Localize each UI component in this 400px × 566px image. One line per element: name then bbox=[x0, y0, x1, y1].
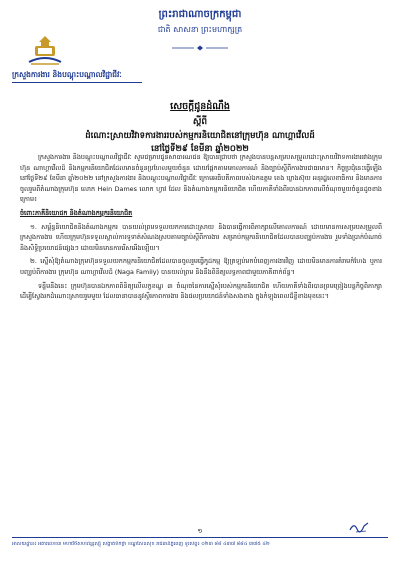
notice-body bbox=[20, 152, 382, 305]
ministry-name: ក្រសួងការងារ និងបណ្តុះបណ្តាលវិជ្ជាជីវៈ bbox=[12, 70, 122, 79]
initials-signature-icon bbox=[348, 520, 370, 534]
footer-divider bbox=[12, 537, 388, 538]
page-number: ១ bbox=[197, 527, 203, 535]
point-3-paragraph: ទន្ទឹមនឹងនេះ ក្រុមហ៊ុនបានឯកភាពពិនិត្យលើលក្ខខណ្ឌ ៣ ចំណុចនៃការស្នើសុំរបស់កម្មករនិយោជិត ហើយភាគីទាំងពីរបានព្រមព្រៀងបន្តកិច្ចពិភាក្សា ដើម្បីស្វែងរកដំណោះស្រាយរួមមួយ ដែលធានាបាននូវស្ថិរភាពការងារ និងផលប្រយោជន៍ទាំងសងខាង ក្នុងកំឡុងពេលដ៏ខ្លីខាងមុខនេះ។ bbox=[20, 281, 382, 301]
notice-title bbox=[20, 100, 380, 156]
notice-subheading: ស្តីពី bbox=[192, 117, 208, 127]
intro-paragraph: ក្រសួងការងារ និងបណ្តុះបណ្តាលវិជ្ជាជីវៈ សូមជម្រាបជូនសាធារណជន ឱ្យបានជ្រាបថា ក្រសួងបានបន្តសម្របសម្រួលដោះស្រាយវិវាទការងាររវាងក្រុមហ៊ុន ណាហ្គាវើលដ៍ និងកម្មករនិយោជិតដែលមានចំនួនប្រហែលមួយចំនួន ដោយផ្អែកតាមគោលការណ៍ និងច្បាប់ស្តីពីការងារជាធរមាន។ កិច្ចប្រជុំនេះធ្វើឡើងនៅថ្ងៃទី២៩ ខែមីនា ឆ្នាំ២០២២ នៅក្រសួងការងារ និងបណ្តុះបណ្តាលវិជ្ជាជីវៈ ក្រោមអធិបតីភាពរបស់ឯកឧត្តម ខេង ឃ្លាងស៊ុយ អនុរដ្ឋលេខាធិការ និងមានការចូលរួមពីតំណាងក្រុមហ៊ុន លោក Hein Dames លោក ហ្វាវ ដែល និងតំណាងកម្មករនិយោជិត ហើយភាគីទាំងពីរបានឯកភាពលើចំណុចមួយចំនួនដូចខាងក្រោម៖ bbox=[20, 153, 382, 204]
footer-address: អាសយដ្ឋាន៖ អគារលេខ៣ មហាវិថីសហព័ន្ធរុស្ស៊ី សង្កាត់ទឹកថ្លា ខណ្ឌសែនសុខ រាជធានីភ្នំពេញ ទូរស័ព្ទ៖ ០២៣ ៨៨ ៤៣៧ ៨៨៤ ៣៧៥ ៤២ bbox=[12, 541, 270, 547]
section-subheading: ចំពោះភាគីនិយោជក និងតំណាងកម្មករនិយោជិត bbox=[20, 208, 133, 217]
ministry-underline bbox=[12, 82, 142, 83]
point-2-paragraph: ២. ស្នើសុំឱ្យតំណាងក្រុមហ៊ុនទទួលយកកម្មករនិយោជិតដែលបានចូលរួមធ្វើកូដកម្ម ឱ្យត្រឡប់មកបំពេញការងារវិញ ដោយមិនមានការគំរាមកំហែង ឬការបញ្ឈប់ពីការងារ ក្រុមហ៊ុន ណាហ្គាវើលដ៍ (Naga Family) បានយល់ព្រម និងនឹងពិនិត្យលទ្ធភាពជាមួយភាគីពាក់ព័ន្ធ។ bbox=[20, 257, 382, 276]
notice-heading: សេចក្តីជូនដំណឹង bbox=[170, 101, 230, 112]
national-motto: ជាតិ សាសនា ព្រះមហាក្សត្រ bbox=[157, 25, 243, 34]
ministry-emblem-icon bbox=[25, 34, 65, 66]
ornament-divider-icon bbox=[170, 45, 230, 51]
notice-subject: ដំណោះស្រាយវិវាទការងាររបស់កម្មករនិយោជិតនៅក្រុមហ៊ុន ណាហ្គាវើលដ៍ bbox=[85, 131, 315, 141]
notice-date: នៅថ្ងៃទី២៩ ខែមីនា ឆ្នាំ២០២២ bbox=[151, 144, 249, 154]
kingdom-title: ព្រះរាជាណាចក្រកម្ពុជា bbox=[158, 9, 242, 20]
point-1-paragraph: ១. សម្ព័ន្ធនិយោជិតនិងតំណាងកម្មករ បានយល់ព្រមទទួលយកការដោះស្រាយ និងបានធ្វើការពិភាក្សាលើគោលការណ៍ ដោយមានការសម្របសម្រួលពីក្រសួងការងារ ហើយក្រុមហ៊ុនទទួលស្គាល់ការទូទាត់សំណងស្របតាមច្បាប់ស្តីពីការងារ សម្រាប់កម្មករនិយោជិតដែលបានបញ្ឈប់ការងារ រួមទាំងប្រាក់បំណាច់ និងសិទ្ធិប្រយោជន៍ផ្សេងៗ ដោយមិនមានការរើសអើងឡើយ។ bbox=[20, 222, 382, 252]
